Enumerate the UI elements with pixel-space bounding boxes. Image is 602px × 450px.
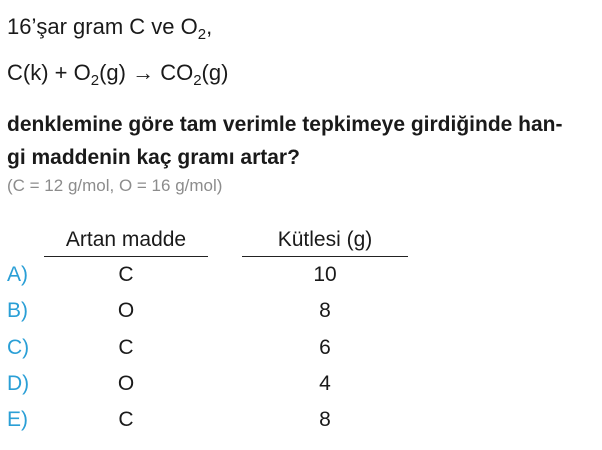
given-amounts-text: 16’şar gram C ve O [7, 14, 198, 39]
option-row-b[interactable] [0, 299, 602, 329]
given-amounts [7, 14, 213, 43]
equation-reactants: C(k) + O [7, 60, 91, 85]
option-madde: C [118, 408, 134, 431]
column-header-artan-madde: Artan madde [65, 228, 187, 251]
header-underline [242, 256, 408, 257]
header-underline [44, 256, 208, 257]
question-text [7, 108, 597, 174]
molar-masses-hint: (C = 12 g/mol, O = 16 g/mol) [7, 176, 223, 195]
equation-arrow-product: (g) → CO [99, 60, 194, 85]
option-row-d[interactable] [0, 372, 602, 402]
given-amounts-comma: , [206, 14, 213, 39]
option-kutle: 8 [319, 299, 331, 322]
equation-product-state: (g) [201, 60, 229, 85]
subscript: 2 [197, 26, 207, 43]
question-line-1: denklemine göre tam verimle tepkimeye girdiğinde han- [7, 113, 563, 136]
option-row-a[interactable] [0, 263, 602, 293]
option-letter[interactable]: D) [7, 372, 30, 395]
option-row-c[interactable] [0, 336, 602, 366]
subscript: 2 [90, 72, 100, 89]
option-kutle: 4 [319, 372, 331, 395]
question-line-2: gi maddenin kaç gramı artar? [7, 146, 300, 169]
option-madde: C [118, 336, 134, 359]
column-header-kutlesi: Kütlesi (g) [277, 228, 373, 251]
option-letter[interactable]: A) [7, 263, 28, 286]
reaction-equation [7, 60, 229, 89]
option-madde: O [117, 372, 135, 395]
option-letter[interactable]: C) [7, 336, 30, 359]
option-kutle: 6 [319, 336, 331, 359]
option-madde: C [118, 263, 134, 286]
option-madde: O [117, 299, 135, 322]
subscript: 2 [193, 72, 202, 89]
option-row-e[interactable] [0, 408, 602, 438]
option-kutle: 8 [319, 408, 331, 431]
option-letter[interactable]: E) [7, 408, 28, 431]
option-kutle: 10 [313, 263, 337, 286]
option-letter[interactable]: B) [7, 299, 28, 322]
